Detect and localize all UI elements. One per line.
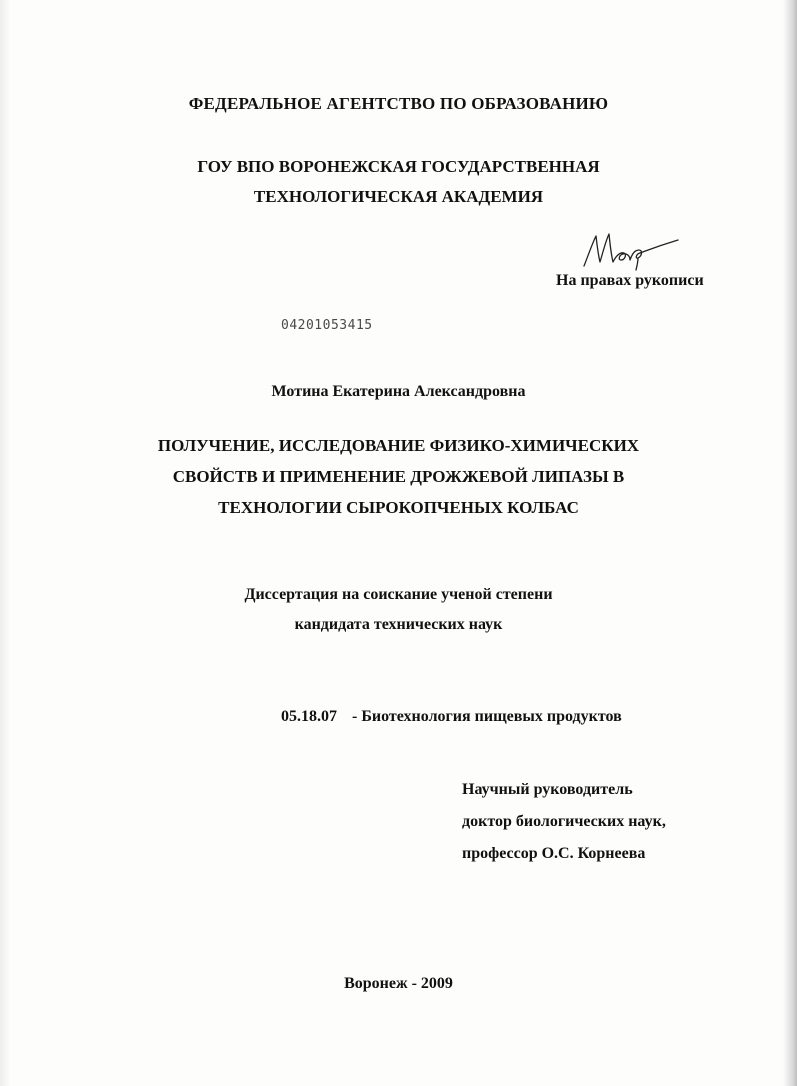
thesis-title-line-2: СВОЙСТВ И ПРИМЕНЕНИЕ ДРОЖЖЕВОЙ ЛИПАЗЫ В [172,467,625,486]
supervisor-line-3: профессор О.С. Корнеева [462,845,646,862]
institution-line-1: ГОУ ВПО ВОРОНЕЖСКАЯ ГОСУДАРСТВЕННАЯ [197,157,600,176]
thesis-title-line-3: ТЕХНОЛОГИИ СЫРОКОПЧЕНЫХ КОЛБАС [218,498,579,517]
city-year: Воронеж - 2009 [344,975,453,992]
dissertation-line-2: кандидата технических наук [294,616,503,633]
manuscript-note: На правах рукописи [556,272,704,289]
specialty-code: 05.18.07 [281,708,337,725]
dissertation-line-1: Диссертация на соискание ученой степени [244,586,553,603]
supervisor-line-2: доктор биологических наук, [462,813,666,830]
author-name: Мотина Екатерина Александровна [271,383,526,400]
institution-line-2: ТЕХНОЛОГИЧЕСКАЯ АКАДЕМИЯ [253,187,544,206]
supervisor-line-1: Научный руководитель [462,781,633,798]
barcode-number: 04201053415 [281,318,373,333]
agency-heading: ФЕДЕРАЛЬНОЕ АГЕНТСТВО ПО ОБРАЗОВАНИЮ [188,94,609,113]
handwritten-signature-icon [578,226,682,272]
thesis-title-line-1: ПОЛУЧЕНИЕ, ИССЛЕДОВАНИЕ ФИЗИКО-ХИМИЧЕСКИХ [157,436,640,455]
specialty-name: - Биотехнология пищевых продуктов [352,708,622,725]
